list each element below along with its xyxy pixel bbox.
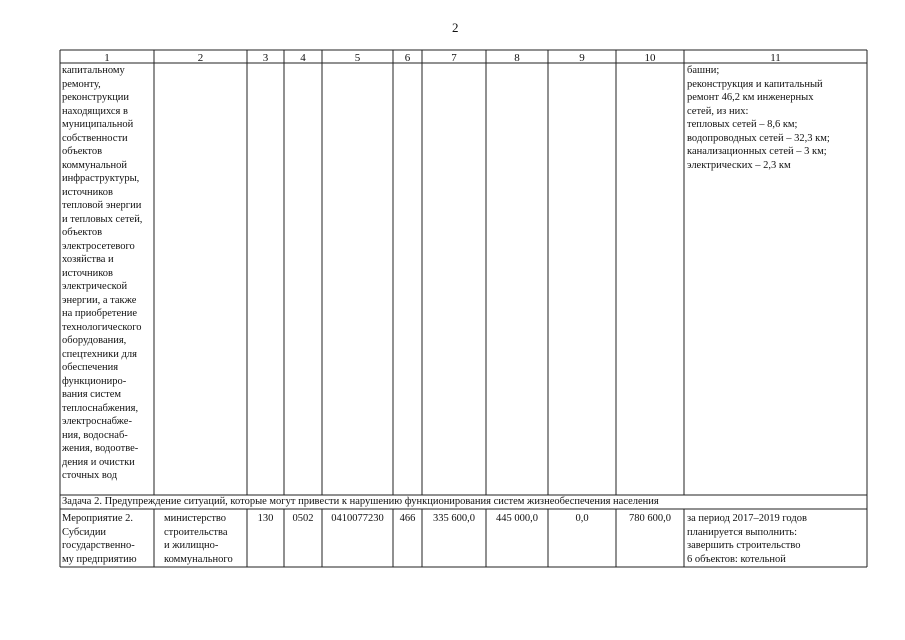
col-header-5: 5	[354, 52, 361, 64]
col-header-7: 7	[451, 52, 457, 64]
col-header-3: 3	[262, 52, 269, 64]
row3-col3-code: 130	[257, 513, 274, 524]
row3-col7-amount: 335 600,0	[433, 513, 475, 524]
col-header-2: 2	[197, 52, 204, 64]
row3-col10-amount: 780 600,0	[629, 513, 671, 524]
task-row: Задача 2. Предупреждение ситуаций, которые могут привести к нарушению функционирования систем жизнеобеспечения населения	[62, 496, 659, 507]
row3-col5-code: 0410077230	[331, 513, 384, 524]
col-header-9: 9	[579, 52, 585, 64]
col-header-4: 4	[300, 52, 306, 64]
col-header-8: 8	[514, 52, 520, 64]
col-header-11: 11	[770, 52, 781, 64]
row3-col8-amount: 445 000,0	[496, 513, 538, 524]
row1-col1-description: капитальному ремонту, реконструкции находящихся в муниципальной собственности объектов коммунальной инфраструктуры, источников тепловой энергии и тепловых сетей, объектов электросетевого хозяйства и источников электрической энергии, а также на приобретение технологического оборудования, спецтехники для обеспечения функциониро- вания систем теплоснабжения, электроснабже- ния, водоснаб- жения, водоотве- дения и очистки сточных вод	[62, 65, 143, 481]
page-number: 2	[452, 20, 459, 35]
row3-col6-code: 466	[399, 513, 416, 524]
row3-col1-measure: Мероприятие 2. Субсидии государственно- му предприятию	[62, 513, 137, 565]
row3-col9-amount: 0,0	[575, 513, 589, 524]
col-header-6: 6	[404, 52, 411, 64]
row3-col4-code: 0502	[292, 513, 314, 524]
row3-col2-ministry: министерство строительства и жилищно- коммунального	[164, 513, 233, 565]
col-header-10: 10	[644, 52, 656, 64]
row3-col11-results: за период 2017–2019 годов планируется выполнить: завершить строительство 6 объектов: котельной	[687, 513, 807, 565]
row1-col11-results: башни; реконструкция и капитальный ремонт 46,2 км инженерных сетей, из них: тепловых сетей – 8,6 км; водопроводных сетей – 32,3 км; канализационных сетей – 3 км; электрических – 2,3 км	[687, 65, 830, 171]
col-header-1: 1	[104, 52, 110, 64]
